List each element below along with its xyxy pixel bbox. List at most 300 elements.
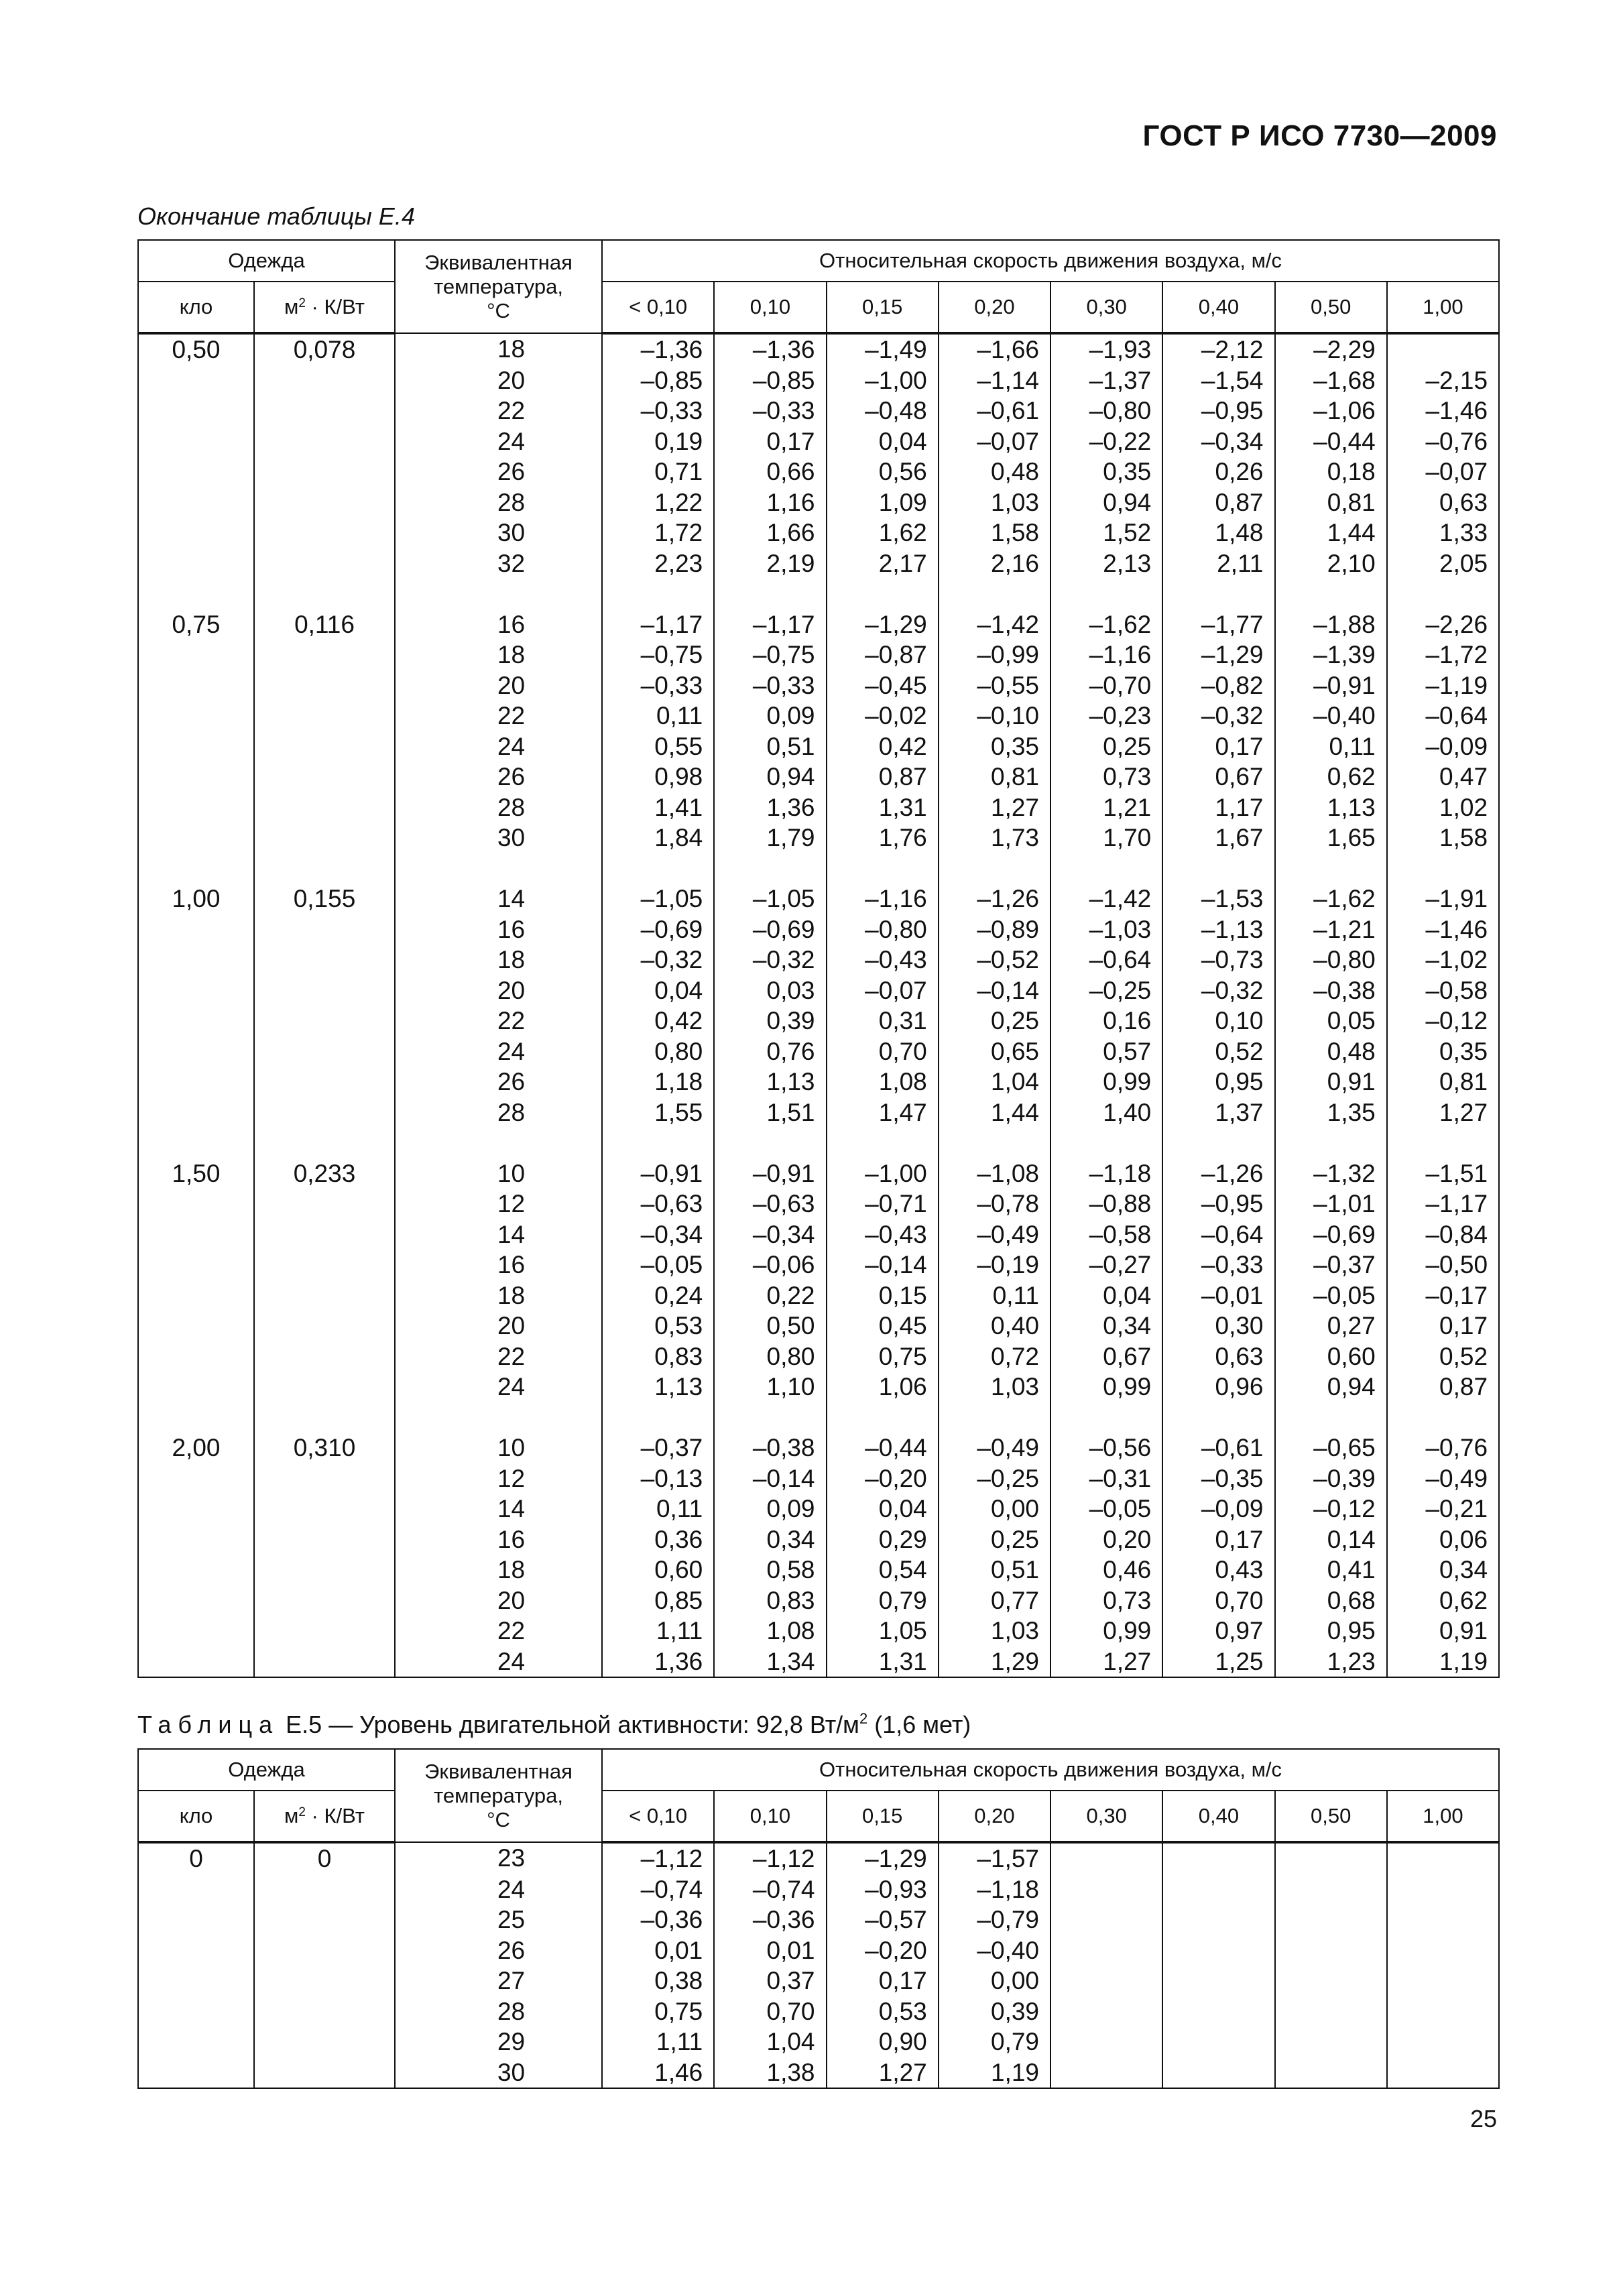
pmv-value-cell: –0,23 <box>1050 701 1162 731</box>
clo-cell <box>138 487 254 518</box>
m2kw-exponent: 2 <box>298 1805 306 1819</box>
pmv-value-cell: –0,71 <box>827 1189 939 1219</box>
pmv-value-cell: –1,16 <box>827 884 939 914</box>
pmv-value-cell: 0,04 <box>602 975 714 1006</box>
clo-header: кло <box>138 282 254 333</box>
table-row <box>138 1555 1499 1585</box>
pmv-value-cell: 1,37 <box>1162 1097 1274 1128</box>
pmv-value-cell: –0,33 <box>602 396 714 426</box>
clo-cell <box>138 1935 254 1966</box>
spacer-cell <box>254 1128 395 1158</box>
pmv-value-cell: 0,35 <box>1387 1036 1499 1067</box>
table-row <box>138 2027 1499 2057</box>
pmv-value-cell: 0,39 <box>939 1996 1050 2027</box>
spacer-cell <box>395 1402 602 1433</box>
spacer-cell <box>1162 579 1274 609</box>
pmv-value-cell <box>1050 1905 1162 1935</box>
pmv-value-cell: –1,18 <box>1050 1158 1162 1189</box>
pmv-value-cell: 2,11 <box>1162 548 1274 579</box>
spacer-cell <box>1387 853 1499 884</box>
pmv-value-cell: 1,31 <box>827 792 939 823</box>
pmv-value-cell <box>1162 1874 1274 1905</box>
pmv-value-cell: 0,70 <box>827 1036 939 1067</box>
clo-cell: 1,00 <box>138 884 254 914</box>
pmv-value-cell: –0,44 <box>1275 426 1387 457</box>
m2kw-cell <box>254 1097 395 1128</box>
pmv-value-cell: –0,49 <box>939 1219 1050 1250</box>
pmv-value-cell: –1,26 <box>939 884 1050 914</box>
clo-cell <box>138 396 254 426</box>
pmv-value-cell: –0,89 <box>939 914 1050 945</box>
pmv-value-cell: –1,88 <box>1275 609 1387 640</box>
table-e5-caption-text: — Уровень двигательной активности: 92,8 Вт/м <box>328 1711 859 1738</box>
velocity-col-header: < 0,10 <box>602 282 714 333</box>
clo-cell <box>138 1585 254 1616</box>
pmv-value-cell: –0,74 <box>602 1874 714 1905</box>
table-row <box>138 365 1499 396</box>
table-row <box>138 1905 1499 1935</box>
pmv-value-cell: –0,37 <box>1275 1250 1387 1280</box>
pmv-value-cell: 2,16 <box>939 548 1050 579</box>
pmv-value-cell <box>1387 333 1499 365</box>
pmv-value-cell: –0,36 <box>714 1905 826 1935</box>
clo-cell <box>138 1555 254 1585</box>
velocity-col-header: 0,20 <box>939 1791 1050 1842</box>
clo-cell <box>138 1280 254 1311</box>
temperature-cell: 24 <box>395 1372 602 1402</box>
pmv-value-cell: 1,27 <box>1050 1646 1162 1678</box>
pmv-value-cell: 0,79 <box>827 1585 939 1616</box>
clo-cell <box>138 548 254 579</box>
velocity-col-header: 0,15 <box>827 1791 939 1842</box>
spacer-cell <box>939 1128 1050 1158</box>
table-e5-caption-number: Е.5 <box>286 1711 322 1738</box>
pmv-value-cell: 1,31 <box>827 1646 939 1678</box>
temperature-cell: 18 <box>395 333 602 365</box>
temperature-cell: 28 <box>395 1996 602 2027</box>
pmv-value-cell: 0,54 <box>827 1555 939 1585</box>
pmv-value-cell: –0,63 <box>602 1189 714 1219</box>
spacer-cell <box>714 579 826 609</box>
page-number: 25 <box>1469 2105 1497 2132</box>
pmv-value-cell: –1,42 <box>1050 884 1162 914</box>
pmv-value-cell: 0,57 <box>1050 1036 1162 1067</box>
spacer-cell <box>602 1128 714 1158</box>
pmv-value-cell: 1,19 <box>1387 1646 1499 1678</box>
pmv-value-cell: 0,42 <box>827 731 939 762</box>
table-row <box>138 1097 1499 1128</box>
temperature-cell: 14 <box>395 884 602 914</box>
pmv-value-cell: –0,33 <box>714 670 826 701</box>
pmv-value-cell: –0,14 <box>827 1250 939 1280</box>
table-row <box>138 1036 1499 1067</box>
m2kw-cell <box>254 1905 395 1935</box>
clo-cell <box>138 640 254 670</box>
pmv-value-cell: 0,04 <box>827 1494 939 1524</box>
m2kw-cell <box>254 396 395 426</box>
table-e4-body <box>138 333 1499 1677</box>
pmv-value-cell: –1,02 <box>1387 945 1499 975</box>
spacer-cell <box>939 1402 1050 1433</box>
pmv-value-cell: –0,61 <box>939 396 1050 426</box>
pmv-value-cell <box>1275 1996 1387 2027</box>
table-row <box>138 1646 1499 1678</box>
temperature-cell: 24 <box>395 426 602 457</box>
pmv-value-cell: –0,85 <box>602 365 714 396</box>
temperature-cell: 30 <box>395 518 602 548</box>
pmv-value-cell: 1,16 <box>714 487 826 518</box>
pmv-value-cell: 1,44 <box>1275 518 1387 548</box>
pmv-value-cell <box>1387 2027 1499 2057</box>
table-e5-body <box>138 1842 1499 2088</box>
pmv-value-cell: 1,36 <box>602 1646 714 1678</box>
pmv-value-cell: 1,10 <box>714 1372 826 1402</box>
m2kw-cell <box>254 1996 395 2027</box>
pmv-value-cell: –1,42 <box>939 609 1050 640</box>
pmv-value-cell: 0,03 <box>714 975 826 1006</box>
pmv-value-cell: 0,43 <box>1162 1555 1274 1585</box>
pmv-value-cell: 0,94 <box>714 762 826 792</box>
pmv-value-cell <box>1050 2027 1162 2057</box>
pmv-value-cell: 0,25 <box>939 1524 1050 1555</box>
temperature-cell: 20 <box>395 1585 602 1616</box>
pmv-value-cell: –0,21 <box>1387 1494 1499 1524</box>
m2kw-cell: 0,116 <box>254 609 395 640</box>
m2kw-cell <box>254 1311 395 1341</box>
clo-cell: 2,00 <box>138 1433 254 1463</box>
pmv-value-cell: –0,09 <box>1162 1494 1274 1524</box>
m2kw-suffix: · К/Вт <box>305 1804 365 1827</box>
pmv-value-cell: 0,51 <box>714 731 826 762</box>
temperature-cell: 16 <box>395 1250 602 1280</box>
pmv-value-cell: –1,18 <box>939 1874 1050 1905</box>
pmv-value-cell <box>1275 1935 1387 1966</box>
velocity-col-header: < 0,10 <box>602 1791 714 1842</box>
pmv-value-cell: –1,00 <box>827 365 939 396</box>
pmv-value-cell: –1,51 <box>1387 1158 1499 1189</box>
pmv-value-cell: 0,19 <box>602 426 714 457</box>
pmv-value-cell: 0,31 <box>827 1006 939 1036</box>
equivalent-temperature-header <box>395 240 602 333</box>
pmv-value-cell: 0,94 <box>1275 1372 1387 1402</box>
pmv-value-cell: 1,40 <box>1050 1097 1162 1128</box>
clo-cell <box>138 1219 254 1250</box>
pmv-value-cell: 0,62 <box>1387 1585 1499 1616</box>
pmv-value-cell: 1,08 <box>714 1616 826 1646</box>
table-row <box>138 2057 1499 2089</box>
table-row <box>138 1250 1499 1280</box>
pmv-value-cell: 0,73 <box>1050 762 1162 792</box>
pmv-value-cell: –0,48 <box>827 396 939 426</box>
m2kw-cell <box>254 2027 395 2057</box>
pmv-value-cell: –0,43 <box>827 945 939 975</box>
pmv-value-cell: 1,22 <box>602 487 714 518</box>
clothing-header: Одежда <box>138 1749 395 1791</box>
pmv-value-cell: 0,47 <box>1387 762 1499 792</box>
pmv-value-cell: –0,70 <box>1050 670 1162 701</box>
pmv-value-cell: –1,13 <box>1162 914 1274 945</box>
clo-cell: 1,50 <box>138 1158 254 1189</box>
pmv-value-cell: 0,62 <box>1275 762 1387 792</box>
pmv-value-cell: 1,08 <box>827 1067 939 1097</box>
pmv-value-cell <box>1162 1905 1274 1935</box>
table-row <box>138 670 1499 701</box>
pmv-value-cell: 0,34 <box>1387 1555 1499 1585</box>
spacer-cell <box>602 579 714 609</box>
pmv-value-cell <box>1275 1905 1387 1935</box>
pmv-value-cell: –1,91 <box>1387 884 1499 914</box>
pmv-value-cell: 0,77 <box>939 1585 1050 1616</box>
pmv-value-cell: 0,48 <box>1275 1036 1387 1067</box>
pmv-value-cell: 0,18 <box>1275 457 1387 487</box>
pmv-value-cell: 0,96 <box>1162 1372 1274 1402</box>
pmv-value-cell: 1,04 <box>939 1067 1050 1097</box>
temp-header-unit: °C <box>487 1807 510 1831</box>
pmv-value-cell: 1,72 <box>602 518 714 548</box>
pmv-value-cell: 1,52 <box>1050 518 1162 548</box>
temperature-cell: 14 <box>395 1219 602 1250</box>
clo-cell <box>138 518 254 548</box>
pmv-value-cell: 0,90 <box>827 2027 939 2057</box>
pmv-value-cell: 0,35 <box>1050 457 1162 487</box>
m2kw-cell <box>254 1585 395 1616</box>
clo-cell <box>138 731 254 762</box>
pmv-value-cell: 1,03 <box>939 487 1050 518</box>
clo-cell <box>138 1341 254 1372</box>
pmv-value-cell: 0,17 <box>827 1966 939 1996</box>
pmv-value-cell: –0,06 <box>714 1250 826 1280</box>
pmv-value-cell: –1,72 <box>1387 640 1499 670</box>
spacer-cell <box>395 579 602 609</box>
pmv-value-cell: 0,50 <box>714 1311 826 1341</box>
pmv-value-cell: –0,33 <box>602 670 714 701</box>
spacer-cell <box>138 1128 254 1158</box>
pmv-value-cell: –1,62 <box>1050 609 1162 640</box>
velocity-col-header: 0,30 <box>1050 282 1162 333</box>
pmv-value-cell <box>1387 1905 1499 1935</box>
pmv-value-cell: 1,13 <box>1275 792 1387 823</box>
pmv-value-cell: 1,29 <box>939 1646 1050 1678</box>
pmv-value-cell: –0,25 <box>1050 975 1162 1006</box>
pmv-value-cell: –0,12 <box>1387 1006 1499 1036</box>
pmv-value-cell: 0,15 <box>827 1280 939 1311</box>
pmv-value-cell: 0,52 <box>1387 1341 1499 1372</box>
pmv-value-cell: 0,81 <box>939 762 1050 792</box>
clo-cell <box>138 1311 254 1341</box>
pmv-value-cell: 0,75 <box>602 1996 714 2027</box>
temperature-cell: 12 <box>395 1189 602 1219</box>
pmv-value-cell: 0,48 <box>939 457 1050 487</box>
pmv-value-cell: –0,79 <box>939 1905 1050 1935</box>
pmv-value-cell: –1,29 <box>827 609 939 640</box>
pmv-value-cell: –0,38 <box>714 1433 826 1463</box>
clo-cell <box>138 762 254 792</box>
clo-cell: 0,50 <box>138 333 254 365</box>
temperature-cell: 25 <box>395 1905 602 1935</box>
pmv-value-cell: 0,00 <box>939 1494 1050 1524</box>
pmv-value-cell: –0,34 <box>714 1219 826 1250</box>
m2kw-prefix: м <box>284 295 299 318</box>
pmv-value-cell: –0,91 <box>602 1158 714 1189</box>
group-spacer-row <box>138 1128 1499 1158</box>
pmv-value-cell: –0,05 <box>602 1250 714 1280</box>
pmv-value-cell: 0,73 <box>1050 1585 1162 1616</box>
table-row <box>138 1280 1499 1311</box>
pmv-value-cell: –2,29 <box>1275 333 1387 365</box>
pmv-value-cell: –1,29 <box>827 1842 939 1874</box>
pmv-value-cell: 0,04 <box>827 426 939 457</box>
table-row <box>138 609 1499 640</box>
pmv-value-cell: –0,69 <box>602 914 714 945</box>
pmv-value-cell: 0,01 <box>602 1935 714 1966</box>
pmv-value-cell: 0,91 <box>1387 1616 1499 1646</box>
pmv-value-cell <box>1050 1874 1162 1905</box>
pmv-value-cell: 0,27 <box>1275 1311 1387 1341</box>
temperature-cell: 28 <box>395 792 602 823</box>
temperature-cell: 26 <box>395 762 602 792</box>
pmv-value-cell: –0,36 <box>602 1905 714 1935</box>
table-row <box>138 1966 1499 1996</box>
pmv-value-cell: –1,77 <box>1162 609 1274 640</box>
pmv-value-cell: 0,01 <box>714 1935 826 1966</box>
pmv-value-cell: –1,03 <box>1050 914 1162 945</box>
pmv-value-cell: –1,46 <box>1387 396 1499 426</box>
velocity-col-header: 0,10 <box>714 1791 826 1842</box>
m2kw-cell <box>254 975 395 1006</box>
temperature-cell: 22 <box>395 701 602 731</box>
pmv-value-cell: –0,17 <box>1387 1280 1499 1311</box>
pmv-value-cell: –0,69 <box>714 914 826 945</box>
pmv-value-cell: –1,17 <box>602 609 714 640</box>
m2kw-cell <box>254 1341 395 1372</box>
equivalent-temperature-header <box>395 1749 602 1842</box>
velocity-col-header: 1,00 <box>1387 282 1499 333</box>
pmv-value-cell: –1,14 <box>939 365 1050 396</box>
pmv-value-cell: –0,93 <box>827 1874 939 1905</box>
temperature-cell: 18 <box>395 1280 602 1311</box>
clo-cell <box>138 975 254 1006</box>
spacer-cell <box>1050 1402 1162 1433</box>
temperature-cell: 24 <box>395 1874 602 1905</box>
pmv-value-cell: –0,45 <box>827 670 939 701</box>
m2kw-header <box>254 1791 395 1842</box>
spacer-cell <box>1275 579 1387 609</box>
pmv-value-cell: 0,63 <box>1387 487 1499 518</box>
table-row <box>138 1996 1499 2027</box>
table-e4-continuation-caption: Окончание таблицы Е.4 <box>137 202 415 230</box>
table-row <box>138 333 1499 365</box>
m2kw-cell <box>254 426 395 457</box>
pmv-value-cell: 0,46 <box>1050 1555 1162 1585</box>
pmv-value-cell: 0,45 <box>827 1311 939 1341</box>
pmv-value-cell: –1,17 <box>714 609 826 640</box>
pmv-value-cell: –1,36 <box>714 333 826 365</box>
temperature-cell: 22 <box>395 1616 602 1646</box>
pmv-value-cell: 0,95 <box>1275 1616 1387 1646</box>
pmv-value-cell: 1,55 <box>602 1097 714 1128</box>
pmv-value-cell: 0,81 <box>1275 487 1387 518</box>
pmv-value-cell: 1,46 <box>602 2057 714 2089</box>
pmv-value-cell <box>1387 1842 1499 1874</box>
pmv-value-cell: –0,27 <box>1050 1250 1162 1280</box>
pmv-value-cell: –0,91 <box>1275 670 1387 701</box>
pmv-value-cell: 0,80 <box>714 1341 826 1372</box>
velocity-col-header: 0,15 <box>827 282 939 333</box>
pmv-value-cell: 1,65 <box>1275 823 1387 853</box>
pmv-value-cell: –0,63 <box>714 1189 826 1219</box>
m2kw-suffix: · К/Вт <box>305 295 365 318</box>
table-row <box>138 823 1499 853</box>
table-row <box>138 1616 1499 1646</box>
pmv-value-cell: 1,11 <box>602 2027 714 2057</box>
temperature-cell: 16 <box>395 1524 602 1555</box>
pmv-value-cell: –0,75 <box>602 640 714 670</box>
clo-cell <box>138 2057 254 2089</box>
pmv-value-cell: 0,20 <box>1050 1524 1162 1555</box>
pmv-value-cell: 0,56 <box>827 457 939 487</box>
pmv-value-cell: –0,40 <box>1275 701 1387 731</box>
pmv-value-cell: 0,11 <box>1275 731 1387 762</box>
clo-cell <box>138 1874 254 1905</box>
m2kw-exponent: 2 <box>298 296 306 310</box>
pmv-value-cell: 0,87 <box>827 762 939 792</box>
group-spacer-row <box>138 579 1499 609</box>
pmv-value-cell: 0,14 <box>1275 1524 1387 1555</box>
pmv-value-cell: 0,11 <box>602 1494 714 1524</box>
pmv-value-cell: 0,52 <box>1162 1036 1274 1067</box>
spacer-cell <box>1050 579 1162 609</box>
pmv-value-cell: 0,58 <box>714 1555 826 1585</box>
pmv-value-cell: 1,84 <box>602 823 714 853</box>
air-velocity-header: Относительная скорость движения воздуха, м/с <box>602 240 1499 282</box>
clo-cell <box>138 426 254 457</box>
pmv-value-cell: 0,04 <box>1050 1280 1162 1311</box>
pmv-value-cell: 2,10 <box>1275 548 1387 579</box>
pmv-value-cell: –0,34 <box>602 1219 714 1250</box>
pmv-value-cell: 0,99 <box>1050 1372 1162 1402</box>
pmv-value-cell: 0,00 <box>939 1966 1050 1996</box>
pmv-value-cell: 0,09 <box>714 701 826 731</box>
temperature-cell: 10 <box>395 1158 602 1189</box>
m2kw-cell <box>254 792 395 823</box>
temperature-cell: 29 <box>395 2027 602 2057</box>
table-row <box>138 1433 1499 1463</box>
pmv-value-cell: –0,19 <box>939 1250 1050 1280</box>
m2kw-cell <box>254 518 395 548</box>
pmv-value-cell: –2,12 <box>1162 333 1274 365</box>
pmv-value-cell: 0,63 <box>1162 1341 1274 1372</box>
pmv-value-cell: 1,79 <box>714 823 826 853</box>
spacer-cell <box>827 1402 939 1433</box>
spacer-cell <box>1162 1128 1274 1158</box>
clothing-header: Одежда <box>138 240 395 282</box>
table-row <box>138 1463 1499 1494</box>
pmv-value-cell: 1,33 <box>1387 518 1499 548</box>
pmv-value-cell: –0,76 <box>1387 1433 1499 1463</box>
table-row <box>138 1585 1499 1616</box>
pmv-value-cell: –0,64 <box>1387 701 1499 731</box>
pmv-value-cell: –0,75 <box>714 640 826 670</box>
pmv-value-cell: 0,34 <box>714 1524 826 1555</box>
table-row <box>138 1067 1499 1097</box>
temperature-cell: 32 <box>395 548 602 579</box>
spacer-cell <box>1275 1128 1387 1158</box>
temperature-cell: 18 <box>395 945 602 975</box>
m2kw-prefix: м <box>284 1804 299 1827</box>
table-e4 <box>137 239 1500 1678</box>
pmv-value-cell: 1,44 <box>939 1097 1050 1128</box>
spacer-cell <box>395 1128 602 1158</box>
